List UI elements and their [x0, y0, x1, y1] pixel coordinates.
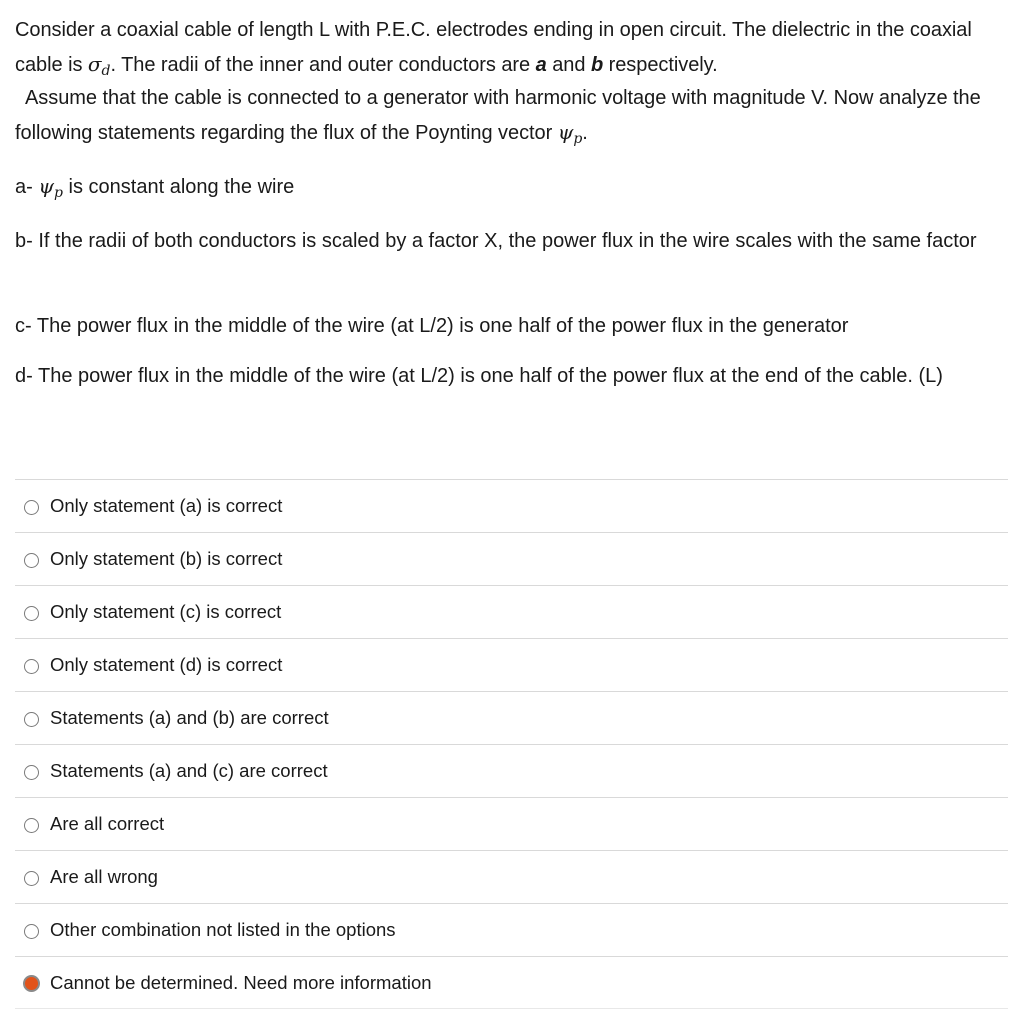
statement-c: c- The power flux in the middle of the wire (at L/2) is one half of the power flux in the generator — [15, 315, 849, 337]
radio-icon[interactable] — [24, 553, 39, 568]
radius-a: a — [535, 53, 547, 76]
answer-option-label: Only statement (a) is correct — [50, 495, 283, 516]
radio-icon[interactable] — [24, 818, 39, 833]
answer-option-label: Other combination not listed in the options — [50, 919, 396, 940]
radio-icon[interactable] — [24, 765, 39, 780]
answer-option[interactable] — [15, 744, 1008, 797]
answer-option[interactable] — [15, 638, 1008, 691]
answer-options — [15, 479, 1008, 1009]
answer-option[interactable] — [15, 691, 1008, 744]
answer-option-label: Are all wrong — [50, 866, 158, 887]
question-paragraph-2: Assume that the cable is connected to a generator with harmonic voltage with magnitude V. Now analyze the following statements regarding the flux of the Poynting vector $\psi_p$. — [15, 87, 981, 147]
radio-icon[interactable] — [24, 606, 39, 621]
statement-d: d- The power flux in the middle of the wire (at L/2) is one half of the power flux at the end of the cable. (L) — [15, 365, 943, 387]
question-text — [15, 14, 1000, 150]
statement-b: b- If the radii of both conductors is scaled by a factor X, the power flux in the wire scales with the same factor — [15, 230, 977, 252]
answer-option-label: Only statement (b) is correct — [50, 548, 283, 569]
radio-icon[interactable] — [24, 871, 39, 886]
answer-option[interactable] — [15, 585, 1008, 638]
answer-option[interactable] — [15, 956, 1008, 1009]
answer-option[interactable] — [15, 903, 1008, 956]
question-paragraph-1: Consider a coaxial cable of length L with P.E.C. electrodes ending in open circuit. The dielectric in the coaxial cable is $\sigma_d$. The radii of the inner and outer conductors are a and b respectively. — [15, 19, 972, 79]
psi-p-symbol: $\psi_p$ — [38, 174, 63, 201]
radio-icon[interactable] — [24, 924, 39, 939]
answer-option-label: Are all correct — [50, 813, 165, 834]
answer-option-label: Statements (a) and (b) are correct — [50, 707, 329, 728]
answer-option[interactable] — [15, 850, 1008, 903]
answer-option[interactable] — [15, 479, 1008, 532]
psi-p-symbol: $\psi_p$ — [557, 119, 583, 147]
answer-option-label: Cannot be determined. Need more information — [50, 971, 432, 993]
radio-selected-icon[interactable] — [23, 975, 40, 992]
answer-option-label: Only statement (d) is correct — [50, 654, 283, 675]
sigma-d-symbol: $\sigma_d$ — [87, 51, 111, 79]
answer-option[interactable] — [15, 532, 1008, 585]
answer-option-label: Only statement (c) is correct — [50, 601, 282, 622]
radio-icon[interactable] — [24, 500, 39, 515]
answer-option-label: Statements (a) and (c) are correct — [50, 760, 328, 781]
radius-b: b — [590, 53, 604, 76]
statement-a: a- $\psi_p$ is constant along the wire — [15, 174, 295, 201]
answer-option[interactable] — [15, 797, 1008, 850]
radio-icon[interactable] — [24, 712, 39, 727]
radio-icon[interactable] — [24, 659, 39, 674]
